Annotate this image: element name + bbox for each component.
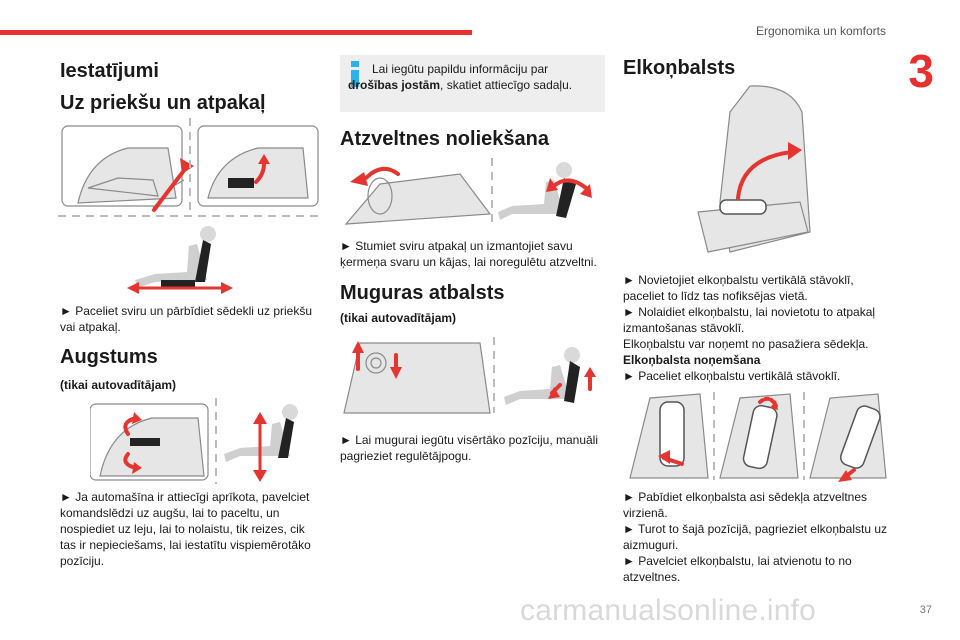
armrest-instructions-1: ► Novietojiet elkoņbalstu vertikālā stāvoklī, paceliet to līdz tas nofiksējas vietā. ► Nolaidiet elkoņbalstu, lai novietotu to atpakaļ izmantošanas stāvoklī. Elkoņbalstu var noņemt no pasažiera sēdekļa. Elkoņbalsta noņemšana ► Paceliet elkoņbalstu vertikālā stāvoklī. (623, 273, 876, 383)
watermark: carmanualsonline.info (520, 594, 817, 627)
recline-illustration (340, 154, 602, 232)
heading-height: Augstums (60, 346, 158, 368)
armrest-illustration (690, 82, 820, 266)
armrest-instructions-2: ► Pabīdiet elkoņbalsta asi sēdekļa atzveltnes virzienā. ► Turot to šajā pozīcijā, pagrieziet elkoņbalstu uz aizmuguri. ► Pavelciet elkoņbalstu, lai atvienotu to no atzveltnes. (623, 490, 888, 584)
info-box (340, 55, 605, 112)
heading-forward: Uz priekšu un atpakaļ (60, 92, 266, 114)
chapter-number: 3 (908, 45, 934, 97)
para-recline: ► Stumiet sviru atpakaļ un izmantojiet savu ķermeņa svaru un kājas, lai noregulētu atzveltni. (340, 239, 597, 269)
section-title: Ergonomika un komforts (755, 24, 886, 38)
armrest-removal-illustration (620, 388, 892, 484)
para-lumbar: ► Lai mugurai iegūtu visērtāko pozīciju, manuāli pagrieziet regulētājpogu. (340, 433, 599, 463)
seat-slide-illustration (58, 118, 320, 220)
subheading-height: (tikai autovadītājam) (60, 378, 177, 392)
info-text: Lai iegūtu papildu informāciju par drošības jostām, skatiet attiecīgo sadaļu. (348, 62, 573, 92)
heading-recline: Atzveltnes noliekšana (340, 128, 549, 150)
para-height: ► Ja automašīna ir attiecīgi aprīkota, pavelciet komandslēdzi uz augšu, lai to paceltu, un nospiediet uz leju, lai to nolaistu, tik reizes, cik tas ir nepieciešams, lai iestatītu vispiemērotāko pozīciju. (60, 490, 311, 568)
person-seat-slide-illustration (125, 222, 235, 298)
header-accent-bar (0, 30, 472, 35)
page-number: 37 (919, 604, 932, 616)
lumbar-illustration (340, 333, 602, 417)
para-forward: ► Paceliet sviru un pārbīdiet sēdekli uz priekšu vai atpakaļ. (60, 304, 312, 334)
heading-armrest: Elkoņbalsts (623, 57, 736, 79)
heading-settings: Iestatījumi (60, 60, 159, 82)
heading-lumbar: Muguras atbalsts (340, 282, 505, 304)
subheading-lumbar: (tikai autovadītājam) (340, 311, 457, 325)
seat-height-illustration (90, 398, 320, 484)
